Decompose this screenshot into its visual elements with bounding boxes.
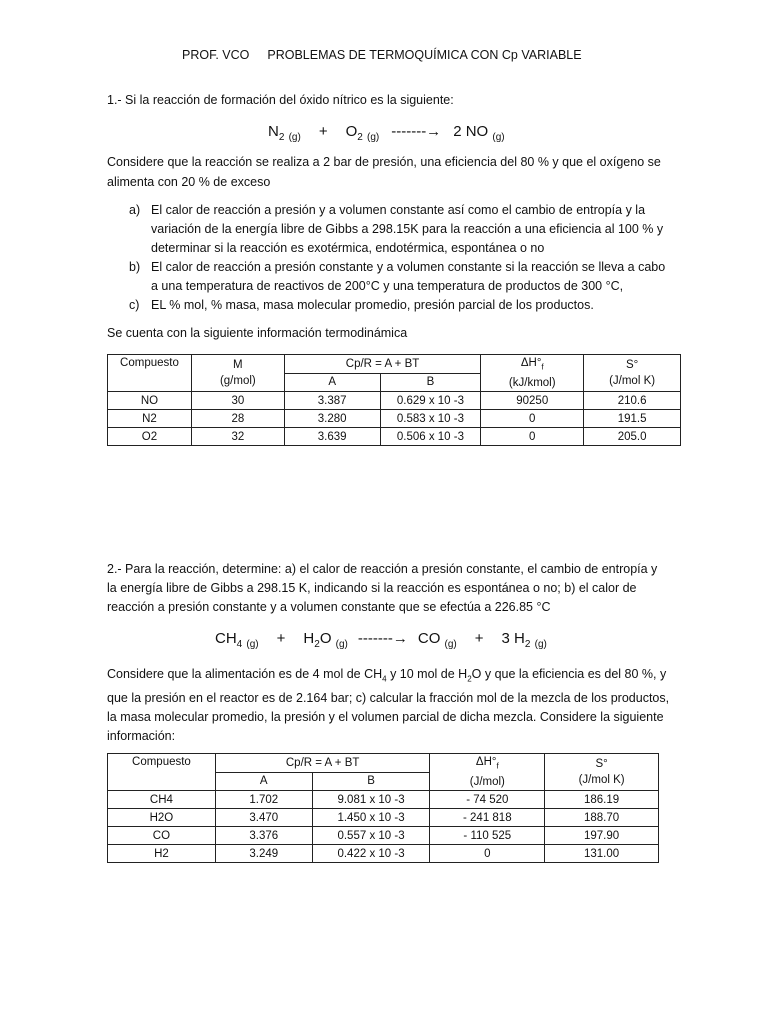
- problem2-intro: 2.- Para la reacción, determine: a) el calor de reacción a presión constante, el cambio de entropía y la energía libre de Gibbs a 298.15 K, indicando si la reacción es espontánea o no; b) el calor de reacción a presión constante y a volumen constante que se efectúa a 226.85 °C: [107, 562, 658, 614]
- header-dh: $\Delta H^\circ_f$ (J/mol): [430, 754, 545, 791]
- problem2-conditions: Considere que la alimentación es de 4 mol de $CH_4$ y 10 mol de $H_2O$ y que la eficiencia es del 80 %, y que la presión en el reactor es de 2.164 bar; c) calcular la fracción mol de la mezcla de los productos, la masa molecular promedio, la presión y el volumen parcial de dicha mezcla. Considere la siguiente información:: [107, 667, 670, 743]
- header-a: A: [284, 373, 380, 392]
- list-item: c) EL % mol, % masa, masa molecular promedio, presión parcial de los productos.: [129, 298, 594, 312]
- problem1-equation: $N_2$ $_{(g)} + O_2$ $_{(g)}$ -------→ 2 NO $_{(g)}$: [268, 123, 505, 143]
- thermo-table-1: [107, 354, 681, 446]
- list-item: a) El calor de reacción a presión y a volumen constante así como el cambio de entropía y la variación de la energía libre de Gibbs a 298.15K para la reacción a una eficiencia al 100 % y determinar si la reacción es exotérmica, endotérmica, espontánea o no: [129, 203, 664, 255]
- problem1-info: Se cuenta con la siguiente información termodinámica: [107, 326, 408, 340]
- table-row: O2 32 3.639 0.506 x 10 -3 0 205.0: [108, 428, 681, 446]
- problem2-equation: $CH_4$ $_{(g)} + H_2O$ $_{(g)}$ -------→ CO $_{(g)}$ + 3 $H_2$ $_{(g)}$: [215, 630, 547, 650]
- page-title: PROBLEMAS DE TERMOQUÍMICA CON Cp VARIABLE: [267, 48, 582, 62]
- problem1-list: [107, 201, 669, 315]
- table-row: CO 3.376 0.557 x 10 -3 - 110 525 197.90: [108, 827, 659, 845]
- header-dh: $\Delta H^\circ_f$ (kJ/kmol): [481, 355, 584, 392]
- table-row: CH4 1.702 9.081 x 10 -3 - 74 520 186.19: [108, 791, 659, 809]
- header-s: S° (J/mol K): [584, 355, 681, 392]
- header-b: B: [380, 373, 481, 392]
- header-b: B: [312, 772, 430, 791]
- author-label: PROF. VCO: [182, 48, 250, 62]
- header-compuesto: Compuesto: [108, 355, 192, 392]
- table-row: H2 3.249 0.422 x 10 -3 0 131.00: [108, 845, 659, 863]
- header-m: M (g/mol): [191, 355, 284, 392]
- header-a: A: [215, 772, 312, 791]
- document-header: [182, 46, 582, 65]
- thermo-table-2: [107, 753, 659, 863]
- header-cp: Cp/R = A + BT: [215, 754, 430, 773]
- problem1-conditions: Considere que la reacción se realiza a 2 bar de presión, una eficiencia del 80 % y que el oxígeno se alimenta con 20 % de exceso: [107, 155, 661, 189]
- list-item: b) El calor de reacción a presión constante y a volumen constante si la reacción se lleva a cabo a una temperatura de reactivos de 200°C y una temperatura de productos de 300 °C,: [129, 260, 666, 293]
- header-cp: Cp/R = A + BT: [284, 355, 481, 374]
- header-compuesto: Compuesto: [108, 754, 216, 791]
- table-row: N2 28 3.280 0.583 x 10 -3 0 191.5: [108, 410, 681, 428]
- problem1-intro: 1.- Si la reacción de formación del óxido nítrico es la siguiente:: [107, 93, 454, 107]
- table-row: H2O 3.470 1.450 x 10 -3 - 241 818 188.70: [108, 809, 659, 827]
- header-s: S° (J/mol K): [545, 754, 659, 791]
- table-row: NO 30 3.387 0.629 x 10 -3 90250 210.6: [108, 392, 681, 410]
